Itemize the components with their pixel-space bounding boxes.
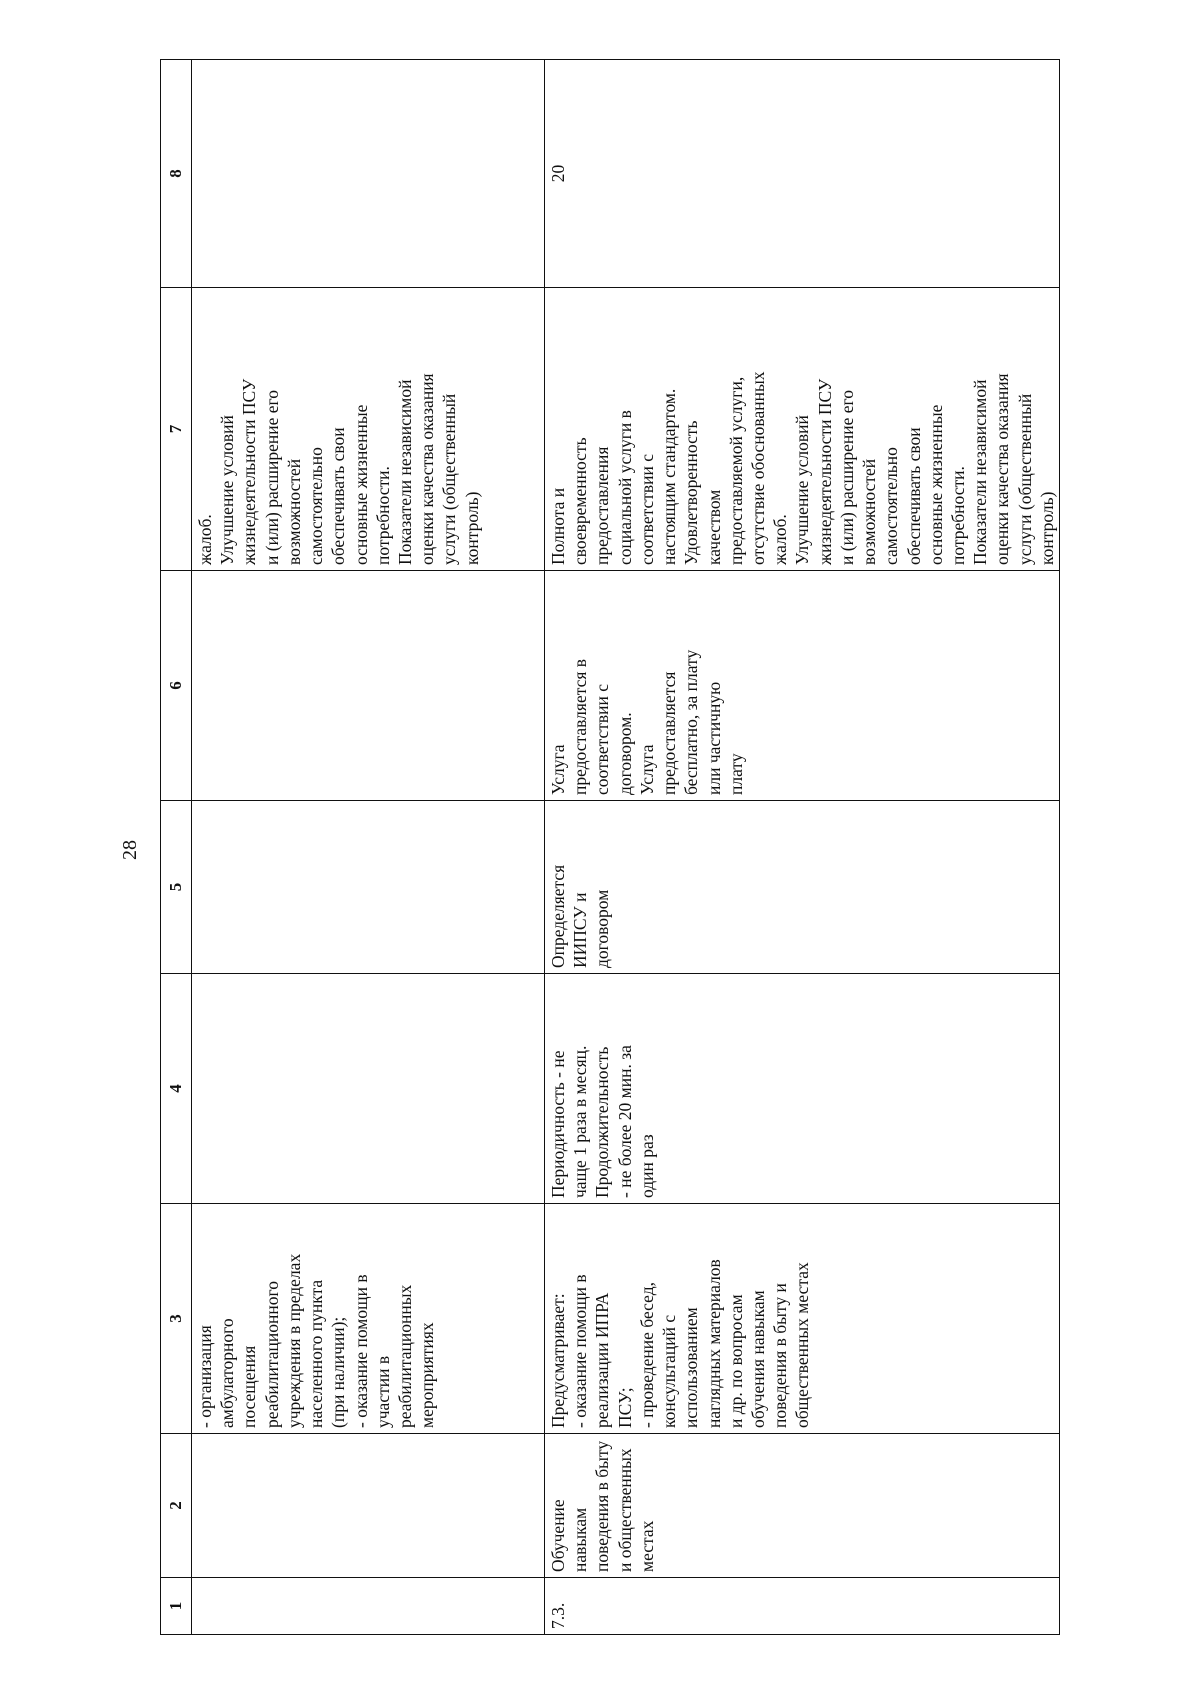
service-standard-table-container	[160, 60, 1060, 1635]
cell-service-conditions	[192, 571, 545, 801]
column-header-6: 6	[161, 571, 192, 801]
service-standard-table	[160, 59, 1060, 1635]
column-header-8: 8	[161, 60, 192, 288]
cell-service-description: Предусматривает: - оказание помощи в реализации ИПРА ПСУ; - проведение бесед, консультаций с использованием наглядных материалов и др. по вопросам обучения навыкам поведения в быту и общественных местах	[545, 1204, 1060, 1434]
cell-column-8	[192, 60, 545, 288]
cell-service-name: Обучение навыкам поведения в быту и общественных местах	[545, 1434, 1060, 1578]
cell-service-conditions: Услуга предоставляется в соответствии с договором. Услуга предоставляется бесплатно, за плату или частичную плату	[545, 571, 1060, 801]
cell-quality-indicators: жалоб. Улучшение условий жизнедеятельности ПСУ и (или) расширение его возможностей самостоятельно обеспечивать свои основные жизненные потребности. Показатели независимой оценки качества оказания услуги (общественный контроль)	[192, 288, 545, 571]
column-header-4: 4	[161, 974, 192, 1204]
cell-service-frequency	[192, 974, 545, 1204]
column-header-3: 3	[161, 1204, 192, 1434]
column-header-1: 1	[161, 1578, 192, 1635]
cell-service-term: Определяется ИИПСУ и договором	[545, 801, 1060, 974]
page-number: 28	[119, 840, 141, 860]
cell-number: 7.3.	[545, 1578, 1060, 1635]
cell-service-description: - организация амбулаторного посещения реабилитационного учреждения в пределах населенного пункта (при наличии); - оказание помощи в участии в реабилитационных мероприятиях	[192, 1204, 545, 1434]
cell-column-8: 20	[545, 60, 1060, 288]
cell-number	[192, 1578, 545, 1635]
table-row-continuation	[192, 60, 545, 1635]
cell-quality-indicators: Полнота и своевременность предоставления социальной услуги в соответствии с настоящим стандартом. Удовлетворенность качеством предоставляемой услуги, отсутствие обоснованных жалоб. Улучшение условий жизнедеятельности ПСУ и (или) расширение его возможностей самостоятельно обеспечивать свои основные жизненные потребности. Показатели независимой оценки качества оказания услуги (общественный контроль)	[545, 288, 1060, 571]
column-header-5: 5	[161, 801, 192, 974]
cell-service-frequency: Периодичность - не чаще 1 раза в месяц. Продолжительность - не более 20 мин. за один раз	[545, 974, 1060, 1204]
cell-service-term	[192, 801, 545, 974]
column-header-7: 7	[161, 288, 192, 571]
table-row-7-3	[545, 60, 1060, 1635]
cell-service-name	[192, 1434, 545, 1578]
table-header-row	[161, 60, 192, 1635]
column-header-2: 2	[161, 1434, 192, 1578]
